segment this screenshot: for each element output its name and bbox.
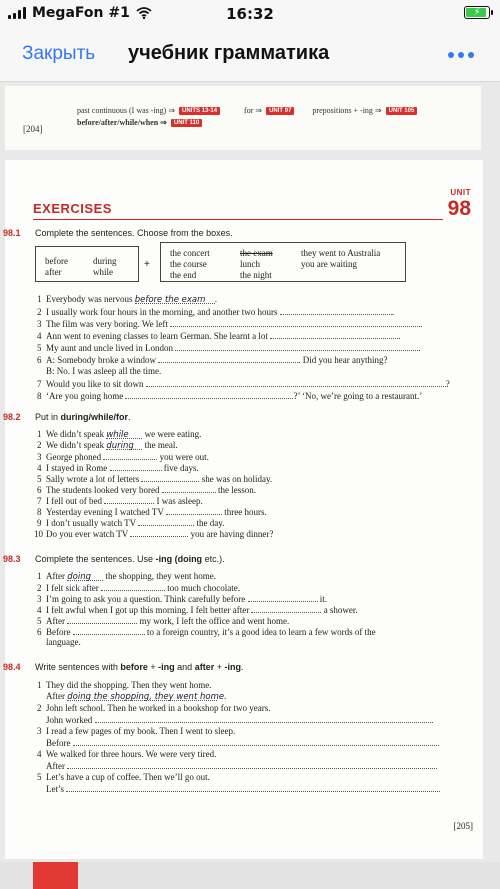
unit-tag: UNIT 97 [266,107,294,115]
exercise-item: 5 My aunt and uncle lived in London . [37,343,421,353]
more-options-icon[interactable] [448,52,474,58]
answer-blank[interactable] [130,529,188,537]
exercise-item: 4 I stayed in Rome five days. [37,463,199,473]
carrier-name: MegaFon #1 [32,5,130,21]
heading-rule [33,219,443,220]
status-bar [0,0,500,28]
exercise-instruction: Put in during/while/for. [35,412,131,422]
exercise-number: 98.2 [3,412,21,422]
answer-blank[interactable] [73,738,439,746]
exercise-item: 6 A: Somebody broke a window . Did you hear anything? [37,355,388,365]
exercise-item: 3 I’m going to ask you a question. Think carefully before it. [37,594,328,604]
answer-blank[interactable]: doing [67,573,103,581]
textbook-page[interactable] [5,160,483,859]
exercise-item: 1 Everybody was nervous before the exam . [37,294,217,305]
answer-blank[interactable] [141,474,199,482]
unit-number: 98 [447,197,471,220]
answer-blank[interactable] [110,463,162,471]
exercise-item: 8 ‘Are you going home ?’ ‘No, we’re going to a restaurant.’ [37,391,423,401]
box-word: you are waiting [301,259,357,269]
exercise-item: 2 I usually work four hours in the morning, and another two hours . [37,307,394,317]
exercise-item: 5 Let’s have a cup of coffee. Then we’ll go out. [37,772,210,782]
battery-icon: ⚡ [464,6,490,19]
box-word: lunch [240,259,260,269]
exercise-item: 2 We didn’t speak during the meal. [37,440,178,451]
answer-blank[interactable] [138,518,194,526]
exercise-item: 10 Do you ever watch TV you are having dinner? [34,529,274,539]
answer-blank[interactable] [95,715,433,723]
ref-text: for ⇒ [244,106,263,115]
document-title: учебник грамматика [128,42,330,64]
answer-blank[interactable] [146,379,446,387]
exercise-item: 1 After doing the shopping, they went home. [37,571,216,582]
exercises-heading: EXERCISES [33,201,112,216]
exercise-item: 8 Yesterday evening I watched TV three hours. [37,507,267,517]
word-box-1 [35,246,139,282]
ref-text: prepositions + -ing ⇒ [312,106,382,115]
exercise-item: 5 Sally wrote a lot of letters she was on holiday. [37,474,273,484]
answer-blank[interactable] [170,319,420,327]
unit-tag: UNIT 105 [386,107,418,115]
answer-blank[interactable] [104,496,154,504]
cross-reference-row-2 [77,118,202,127]
answer-blank[interactable] [251,605,321,613]
answer-blank[interactable] [73,627,145,635]
previous-page-fragment[interactable] [5,86,481,150]
box-word: they went to Australia [301,248,381,258]
box-word-crossed: the exam [240,248,273,258]
exercise-item: 1 We didn’t speak while we were eating. [37,429,202,440]
answer-blank[interactable] [103,452,157,460]
answer-blank[interactable]: doing the shopping, they went home. [67,692,227,702]
answer-blank[interactable] [67,616,137,624]
unit-tag: UNIT 110 [171,119,202,127]
plus-sign: + [144,259,150,270]
exercise-instruction: Write sentences with before + -ing and after + -ing. [35,662,244,672]
answer-blank[interactable] [175,343,418,351]
exercise-item: language. [46,637,81,647]
exercise-item: B: No. I was asleep all the time. [46,366,162,376]
box-word: the concert [170,248,210,258]
word-box-2 [160,242,406,282]
answer-blank[interactable] [166,507,222,515]
box-word: while [93,267,113,277]
exercise-instruction: Complete the sentences. Choose from the boxes. [35,228,233,238]
exercise-number: 98.3 [3,554,21,564]
answer-blank[interactable]: during [106,442,142,450]
exercise-item: John worked [37,715,433,725]
page-number: [205] [453,821,473,831]
answer-blank[interactable] [67,761,437,769]
unit-tag: UNITS 13-14 [179,107,220,115]
exercise-item: 4 We walked for three hours. We were very tired. [37,749,217,759]
ref-text: past continuous (I was -ing) ⇒ [77,106,176,115]
answer-blank[interactable] [66,784,440,792]
exercise-number: 98.4 [3,662,21,672]
next-page-strip [0,862,500,889]
box-word: before [45,256,68,266]
exercise-item: 6 The students looked very bored the lesson. [37,485,256,495]
exercise-item: Before [37,738,439,748]
box-word: the end [170,270,197,280]
status-right [464,6,490,19]
answer-blank[interactable]: before the exam [135,296,215,304]
exercise-item: 7 I fell out of bed I was asleep. [37,496,203,506]
box-word: after [45,267,62,277]
unit-label: UNIT [450,188,471,197]
exercise-number: 98.1 [3,228,21,238]
box-word: the course [170,259,207,269]
exercise-instruction: Complete the sentences. Use -ing (doing etc.). [35,554,225,564]
exercise-item: 2 John left school. Then he worked in a bookshop for two years. [37,703,271,713]
box-word: during [93,256,117,266]
close-button[interactable]: Закрыть [22,43,96,64]
ref-text: before/after/while/when ⇒ [77,118,167,127]
answer-blank[interactable] [158,355,298,363]
exercise-item: 9 I don’t usually watch TV the day. [37,518,225,528]
nav-bar [0,28,500,82]
answer-blank[interactable] [101,583,165,591]
exercise-item: 3 I read a few pages of my book. Then I went to sleep. [37,726,236,736]
exercise-item: 4 Ann went to evening classes to learn German. She learnt a lot . [37,331,401,341]
box-word: the night [240,270,272,280]
cross-reference-row-1 [77,106,417,115]
answer-blank[interactable] [270,331,398,339]
answer-blank[interactable] [162,485,216,493]
exercise-item: 4 I felt awful when I got up this morning. I felt better after a shower. [37,605,358,615]
answer-blank[interactable]: while [106,431,142,439]
exercise-item: After [37,761,437,771]
status-time: 16:32 [226,5,274,23]
page-number-top: [204] [23,124,43,134]
next-page-red-tab [33,862,78,889]
exercise-item: 3 The film was very boring. We left . [37,319,423,329]
answer-blank[interactable] [280,307,392,315]
exercise-item: 1 They did the shopping. Then they went home. [37,680,212,690]
exercise-item: Let’s [37,784,440,794]
answer-blank[interactable] [125,391,293,399]
exercise-item: 6 Before to a foreign country, it’s a good idea to learn a few words of the [37,627,376,637]
exercise-item: After doing the shopping, they went home. [46,691,227,702]
exercise-item: 2 I felt sick after too much chocolate. [37,583,240,593]
exercise-item: 7 Would you like to sit down ? [37,379,450,389]
answer-blank[interactable] [248,594,318,602]
exercise-item: 5 After my work, I left the office and went home. [37,616,290,626]
exercise-item: 3 George phoned you were out. [37,452,209,462]
